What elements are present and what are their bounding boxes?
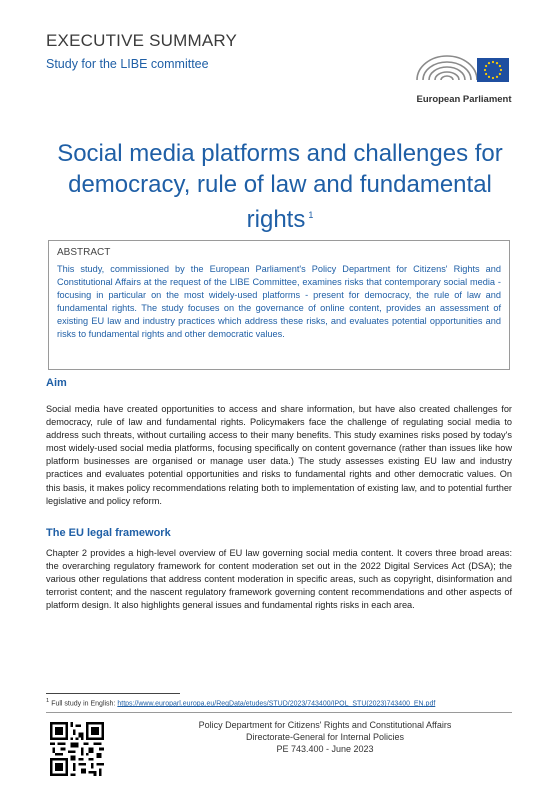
institution-name: European Parliament [416,94,512,105]
section-text-aim: Social media have created opportunities to access and share information, but have also created challenges for democracy, rule of law and fundamental rights. Policymakers face the challenge of regulating social media to address such threats, without curtailing access to their many benefits. This study examines risks posed by today's most widely-used social media platforms, focusing specifically on content governance (rather than issues like how platform businesses are organised or manage user data.) The study assesses existing EU law and industry practices and evaluates potential opportunities and risks to fundamental rights and other democratic values. On this basis, it makes policy recommendations relating both to implementation of existing law, and to potential further legislative and policy reform. [46,404,512,506]
abstract-text: This study, commissioned by the European Parliament's Policy Department for Citizens' Rights and Constitutional Affairs at the request of the LIBE Committee, examines risks that contemporary social media - focusing in particular on the most widely-used platforms - present for democracy, the rule of law and fundamental rights. The study focuses on the governance of online content, provides an assessment of existing EU law and industry practices which address these risks, and evaluates potential opportunities and risks to fundamental rights and other democratic values. [57,264,501,340]
title-line-2: democracy, rule of law and fundamental [68,171,492,198]
footer-info [180,719,470,755]
header-doc-type: EXECUTIVE SUMMARY [46,31,238,50]
section-heading-legal-framework: The EU legal framework [46,527,171,539]
footnote-prefix: Full study in English: [51,700,116,708]
title-line-3-text: rights [246,206,306,233]
section-text-legal-framework: Chapter 2 provides a high-level overview of EU law governing social media content. It covers three broad areas: the overarching regulatory framework for content moderation set out in the 2022 Digital Services Act (DSA); the various other regulations that address content moderation in specific areas, such as copyright, disinformation and terrorist content; and the nascent regulatory framework governing content recommendations and other aspects of platform design. It also highlights general issues and fundamental rights risks in each area. [46,548,512,611]
footer-reference: PE 743.400 - June 2023 [276,744,374,754]
qr-code-icon [50,722,104,776]
footnote-ref[interactable]: 1 [308,210,314,220]
footer-directorate: Directorate-General for Internal Policies [245,732,405,742]
section-heading-aim: Aim [46,377,67,389]
footer-department: Policy Department for Citizens' Rights and Constitutional Affairs [198,720,452,730]
title-line-1: Social media platforms and challenges for [57,140,503,167]
title-line-3 [30,200,530,235]
footnote [46,698,516,707]
abstract-heading: ABSTRACT [57,247,111,258]
abstract-box [48,240,510,370]
footnote-link[interactable]: https://www.europarl.europa.eu/RegData/etudes/STUD/2023/743400/IPOL_STU(2023)743400_EN.pdf [117,700,436,708]
footer-separator [46,712,512,713]
footnote-marker: 1 [46,698,50,704]
header-subtitle: Study for the LIBE committee [46,57,209,71]
footnote-rule [46,693,180,694]
document-title [30,138,530,235]
